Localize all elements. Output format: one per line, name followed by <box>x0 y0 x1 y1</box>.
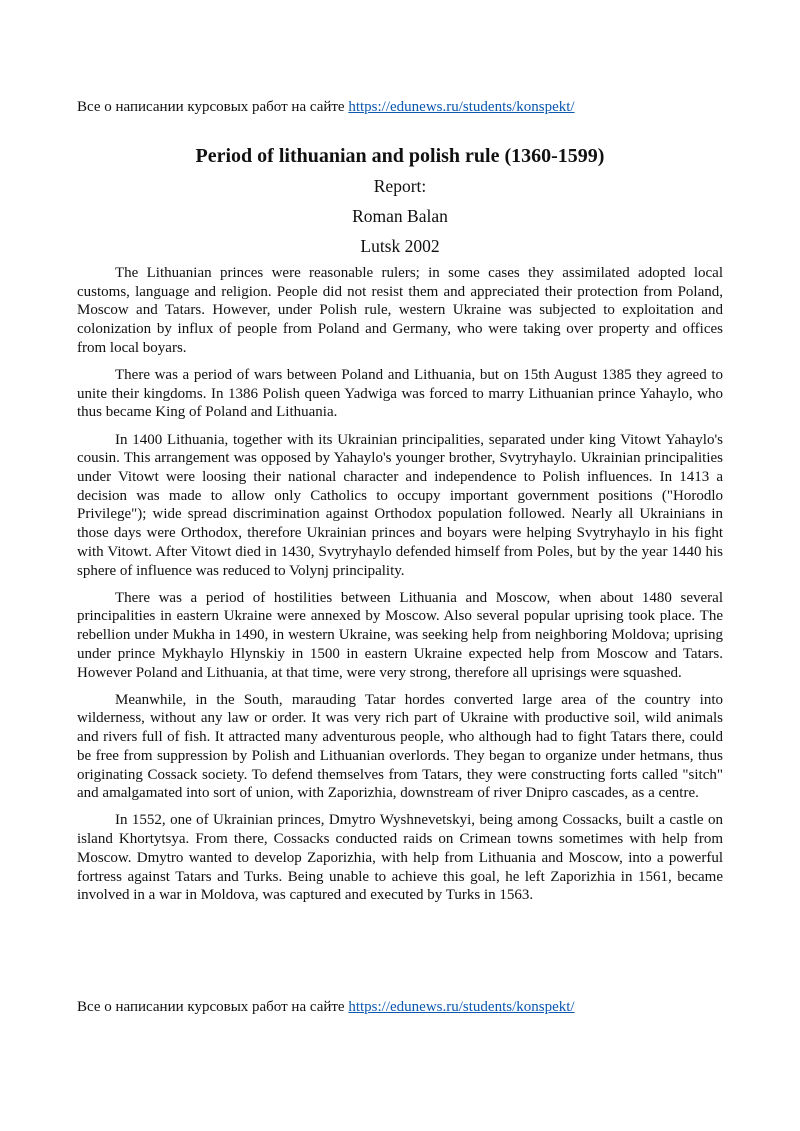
footer-promo-text: Все о написании курсовых работ на сайте <box>77 999 349 1015</box>
header-promo-line <box>77 98 575 117</box>
footer-promo-link[interactable]: https://edunews.ru/students/konspekt/ <box>348 999 575 1015</box>
author-name: Roman Balan <box>352 206 448 226</box>
place-and-year: Lutsk 2002 <box>360 236 440 256</box>
paragraph: Meanwhile, in the South, marauding Tatar hordes converted large area of the country into wilderness, without any law or order. It was very rich part of Ukraine with productive soil, wild animals and rivers full of fish. It attracted many adventurous people, who although had to fight Tatars there, could be free from suppression by Polish and Lithuanian overlords. They began to organize under hetmans, thus originating Cossack society. To defend themselves from Tatars, they were constructing forts called "sitch" and amalgamated into sort of union, with Zaporizhia, downstream of river Dnipro cascades, as a centre. <box>77 691 723 802</box>
paragraph: In 1552, one of Ukrainian princes, Dmytro Wyshnevetskyi, being among Cossacks, built a castle on island Khortytsya. From there, Cossacks conducted raids on Crimean towns sometimes with help from Moscow. Dmytro wanted to develop Zaporizhia, with help from Lithuania and Moscow, into a powerful fortress against Tatars and Turks. Being unable to achieve this goal, he left Zaporizhia in 1561, became involved in a war in Moldova, was captured and executed by Turks in 1563. <box>77 812 723 904</box>
header-promo-text: Все о написании курсовых работ на сайте <box>77 99 349 115</box>
footer-promo-line <box>77 998 575 1017</box>
paragraph: In 1400 Lithuania, together with its Ukrainian principalities, separated under king Vitowt Yahaylo's cousin. This arrangement was opposed by Yahaylo's younger brother, Svytryhaylo. Ukrainian principalities under Vitowt were loosing their national character and independence to Polish influences. In 1413 a decision was made to allow only Catholics to occupy important government positions ("Horodlo Privilege"); wide spread discrimination against Orthodox population followed. Nearly all Ukrainians in those days were Orthodox, therefore Ukrainian princes and boyars were helping Svytryhaylo in his fight with Vitowt. After Vitowt died in 1430, Svytryhaylo defended himself from Poles, but by the year 1440 his sphere of influence was reduced to Volynj principality. <box>77 431 723 579</box>
report-label: Report: <box>373 176 427 196</box>
paragraph: There was a period of hostilities between Lithuania and Moscow, when about 1480 several principalities in eastern Ukraine were annexed by Moscow. Also several popular uprising took place. The rebellion under Mukha in 1490, in western Ukraine, was seeking help from neighboring Moldova; uprising under prince Mykhaylo Hlynskiy in 1500 in eastern Ukraine expected help from Moscow and Tatars. However Poland and Lithuania, at that time, were very strong, therefore all uprisings were squashed. <box>77 589 723 681</box>
document-title: Period of lithuanian and polish rule (1360-1599) <box>195 145 605 167</box>
paragraph: The Lithuanian princes were reasonable rulers; in some cases they assimilated adopted local customs, language and religion. People did not resist them and appreciated their protection from Poland, Moscow and Tatars. However, under Polish rule, western Ukraine was subjected to exploitation and colonization by influx of people from Poland and Germany, who were taking over property and offices from local boyars. <box>77 265 723 356</box>
document-body <box>77 264 723 914</box>
header-promo-link[interactable]: https://edunews.ru/students/konspekt/ <box>348 99 575 115</box>
paragraph: There was a period of wars between Poland and Lithuania, but on 15th August 1385 they agreed to unite their kingdoms. In 1386 Polish queen Yadwiga was forced to marry Lithuanian prince Yahaylo, who thus became King of Poland and Lithuania. <box>77 367 723 421</box>
